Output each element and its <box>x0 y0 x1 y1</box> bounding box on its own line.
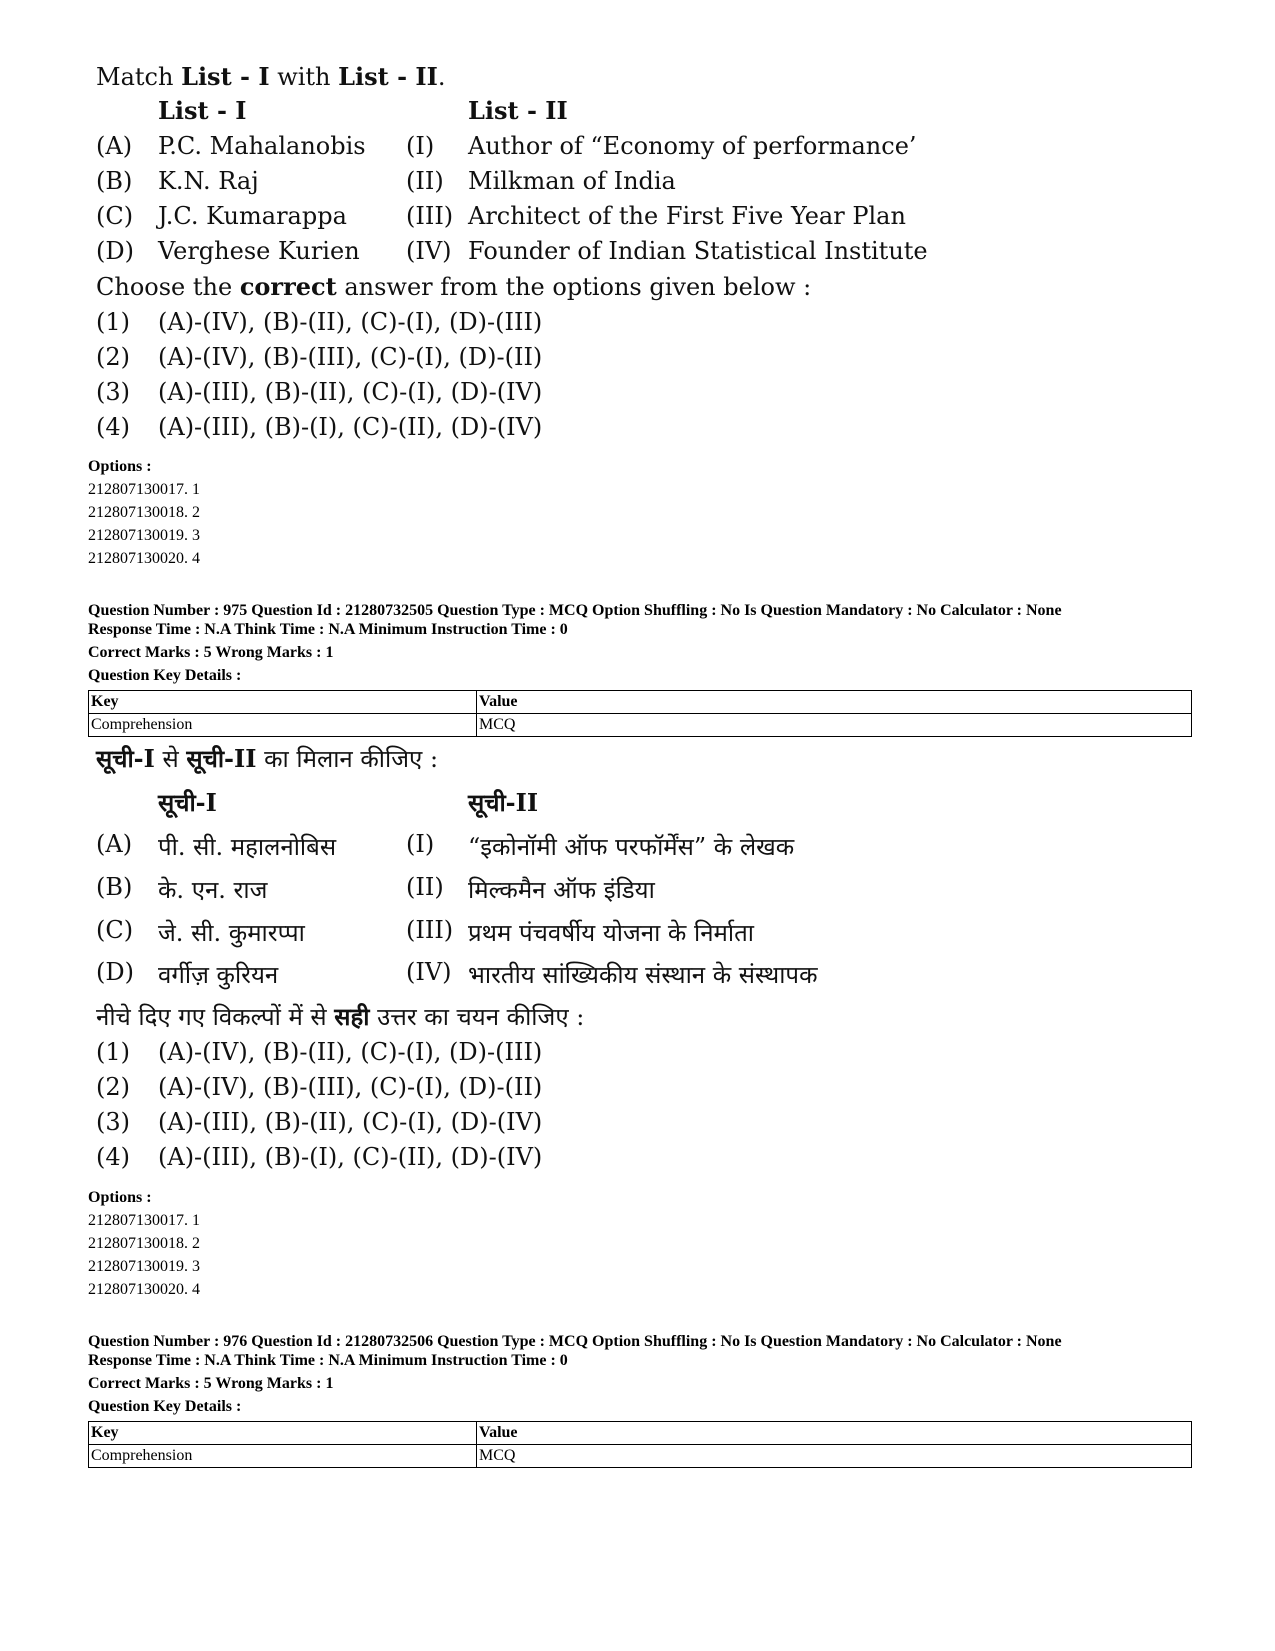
question-key-details: Question Key Details : <box>88 1398 242 1415</box>
table-row: Comprehension MCQ <box>89 714 1192 737</box>
table-header-row: Key Value <box>89 1422 1192 1445</box>
choose-instruction: Choose the correct answer from the options given below : <box>96 272 812 301</box>
options-label: Options : <box>88 1189 152 1206</box>
question-heading: Match List - I with List - II. <box>96 62 446 91</box>
question-key-table <box>88 1421 1192 1468</box>
question-marks: Correct Marks : 5 Wrong Marks : 1 <box>88 1375 334 1392</box>
question-meta-line2: Response Time : N.A Think Time : N.A Minimum Instruction Time : 0 <box>88 621 568 638</box>
list1-header: List - I <box>158 96 247 125</box>
list2-header: सूची-II <box>468 788 539 817</box>
table-row: Comprehension MCQ <box>89 1445 1192 1468</box>
option-id: 212807130017. 1 <box>88 1212 200 1229</box>
option-id: 212807130020. 4 <box>88 550 200 567</box>
option-id: 212807130020. 4 <box>88 1281 200 1298</box>
question-key-table <box>88 690 1192 737</box>
question-meta-line2: Response Time : N.A Think Time : N.A Minimum Instruction Time : 0 <box>88 1352 568 1369</box>
list1-header: सूची-I <box>158 788 217 817</box>
question-meta-line1: Question Number : 975 Question Id : 21280732505 Question Type : MCQ Option Shuffling : No Is Question Mandatory : No Calculator : None <box>88 602 1062 619</box>
option-id: 212807130019. 3 <box>88 1258 200 1275</box>
option-id: 212807130018. 2 <box>88 504 200 521</box>
table-header-row: Key Value <box>89 691 1192 714</box>
option-id: 212807130017. 1 <box>88 481 200 498</box>
question-key-details: Question Key Details : <box>88 667 242 684</box>
question-marks: Correct Marks : 5 Wrong Marks : 1 <box>88 644 334 661</box>
document-page: Match List - I with List - II. List - I List - II (A) P.C. Mahalanobis (I) Author of “Economy of performance’ (B) K.N. Raj (II) Milkman of India (C) J.C. Kumarappa (III) Architect of the First Five Year Plan (D) Verghese Kurien (IV) Founder of Indian Statistical Institute Choose the correct answer from the options given below : (1) (A)-(IV), (B)-(II), (C)-(I), (D)-(III) (2) (A)-(IV), (B)-(III), (C)-(I), (D)-(II) (3) (A)-(III), (B)-(II), (C)-(I), (D)-(IV) (4) (A)-(III), (B)-(I), (C)-(II), (D)-(IV) Options : 212807130017. 1 212807130018. 2 212807130019. 3 212807130020. 4 Question Number : 975 Question Id : 21280732505 Question Type : MCQ Option Shuffling : No Is Question Mandatory : No Calculator : None Response Time : N.A Think Time : N.A Minimum Instruction Time : 0 Correct Marks : 5 Wrong Marks : 1 Question Key Details : Key Value Comprehension MCQ सूची-I से सूची-II का मिलान कीजिए : सूची-I सूची-II (A) पी. सी. महालनोबिस (I) “इकोनॉमी ऑफ परफॉर्मेंस” के लेखक (B) के. एन. राज (II) मिल्कमैन ऑफ इंडिया (C) जे. सी. कुमारप्पा (III) प्रथम पंचवर्षीय योजना के निर्माता (D) वर्गीज़ कुरियन (IV) भारतीय सांख्यिकीय संस्थान के संस्थापक नीचे दिए गए विकल्पों में से सही उत्तर का चयन कीजिए : (1) (A)-(IV), (B)-(II), (C)-(I), (D)-(III) (2) (A)-(IV), (B)-(III), (C)-(I), (D)-(II) (3) (A)-(III), (B)-(II), (C)-(I), (D)-(IV) (4) (A)-(III), (B)-(I), (C)-(II), (D)-(IV) Options : 212807130017. 1 212807130018. 2 212807130019. 3 212807130020. 4 Question Number : 976 Question Id : 21280732506 Question Type : MCQ Option Shuffling : No Is Question Mandatory : No Calculator : None Response Time : N.A Think Time : N.A Minimum Instruction Time : 0 Correct Marks : 5 Wrong Marks : 1 Question Key Details : Key Value Comprehension MCQ <box>0 0 1275 1651</box>
list2-header: List - II <box>468 96 568 125</box>
options-label: Options : <box>88 458 152 475</box>
question-heading: सूची-I से सूची-II का मिलान कीजिए : <box>96 744 439 773</box>
choose-instruction: नीचे दिए गए विकल्पों में से सही उत्तर का चयन कीजिए : <box>96 1002 585 1031</box>
option-id: 212807130019. 3 <box>88 527 200 544</box>
option-id: 212807130018. 2 <box>88 1235 200 1252</box>
question-meta-line1: Question Number : 976 Question Id : 21280732506 Question Type : MCQ Option Shuffling : No Is Question Mandatory : No Calculator : None <box>88 1333 1062 1350</box>
